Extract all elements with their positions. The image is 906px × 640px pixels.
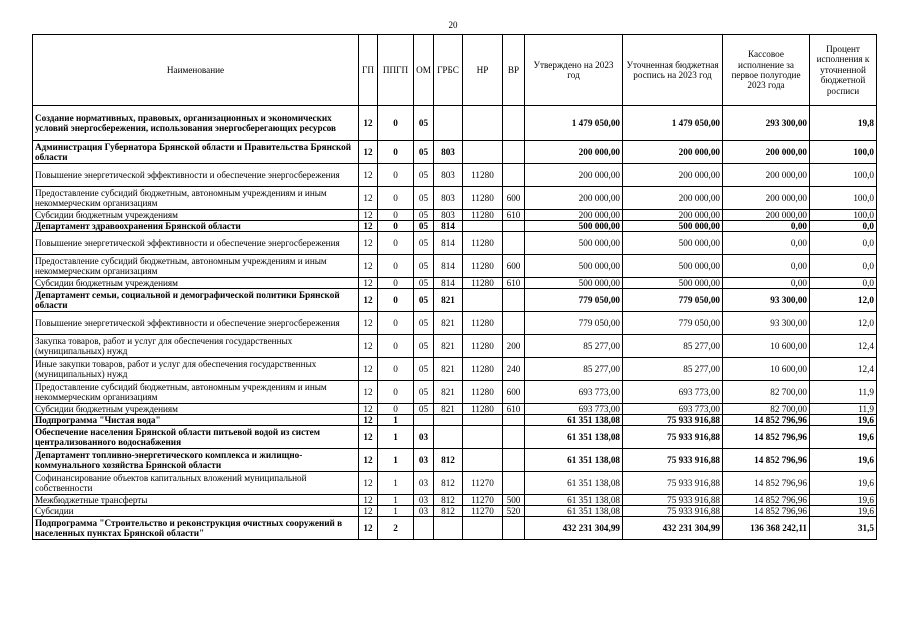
cell-name: Администрация Губернатора Брянской области и Правительства Брянской области (33, 141, 359, 164)
cell-grbs: 803 (434, 187, 463, 210)
cell-ppgp: 0 (378, 358, 414, 381)
cell-percent: 19,6 (810, 426, 877, 449)
cell-name: Закупка товаров, работ и услуг для обеспечения государственных (муниципальных) нужд (33, 335, 359, 358)
cell-nr: 11280 (463, 278, 503, 289)
table-row (33, 335, 877, 358)
table-row (33, 449, 877, 472)
cell-name: Подпрограмма "Строительство и реконструкция очистных сооружений в населенных пунктах Брянской области" (33, 517, 359, 540)
header-row (33, 35, 877, 106)
cell-ppgp: 1 (378, 426, 414, 449)
cell-grbs: 821 (434, 289, 463, 312)
cell-refined: 779 050,00 (623, 289, 723, 312)
cell-grbs: 812 (434, 472, 463, 495)
cell-approved: 500 000,00 (525, 232, 623, 255)
cell-om: 05 (414, 187, 434, 210)
cell-om: 05 (414, 141, 434, 164)
cell-name: Департамент семьи, социальной и демографической политики Брянской области (33, 289, 359, 312)
cell-om: 05 (414, 106, 434, 141)
header-approved: Утверждено на 2023 год (525, 35, 623, 106)
header-grbs: ГРБС (434, 35, 463, 106)
cell-gp: 12 (359, 415, 378, 426)
cell-nr (463, 106, 503, 141)
cell-om: 05 (414, 312, 434, 335)
cell-approved: 61 351 138,08 (525, 495, 623, 506)
cell-ppgp: 0 (378, 312, 414, 335)
cell-refined: 75 933 916,88 (623, 506, 723, 517)
cell-om: 05 (414, 221, 434, 232)
cell-nr (463, 415, 503, 426)
cell-approved: 500 000,00 (525, 278, 623, 289)
cell-percent: 100,0 (810, 210, 877, 221)
header-cash: Кассовое исполнение за первое полугодие 2023 года (723, 35, 810, 106)
cell-nr: 11280 (463, 164, 503, 187)
cell-refined: 75 933 916,88 (623, 426, 723, 449)
table-row (33, 232, 877, 255)
cell-om: 03 (414, 495, 434, 506)
cell-vr (503, 232, 525, 255)
cell-vr (503, 312, 525, 335)
cell-approved: 200 000,00 (525, 164, 623, 187)
cell-ppgp: 0 (378, 289, 414, 312)
cell-ppgp: 0 (378, 141, 414, 164)
cell-gp: 12 (359, 232, 378, 255)
cell-name: Предоставление субсидий бюджетным, автономным учреждениям и иным некоммерческим организациям (33, 187, 359, 210)
cell-refined: 200 000,00 (623, 210, 723, 221)
header-refined: Уточненная бюджетная роспись на 2023 год (623, 35, 723, 106)
cell-gp: 12 (359, 289, 378, 312)
cell-nr: 11280 (463, 187, 503, 210)
table-row (33, 404, 877, 415)
cell-ppgp: 0 (378, 210, 414, 221)
table-row (33, 141, 877, 164)
cell-refined: 693 773,00 (623, 381, 723, 404)
header-percent: Процент исполнения к уточненной бюджетной росписи (810, 35, 877, 106)
cell-approved: 500 000,00 (525, 255, 623, 278)
cell-percent: 31,5 (810, 517, 877, 540)
cell-om (414, 415, 434, 426)
cell-om: 05 (414, 210, 434, 221)
cell-vr: 610 (503, 210, 525, 221)
cell-name: Иные закупки товаров, работ и услуг для обеспечения государственных (муниципальных) нужд (33, 358, 359, 381)
cell-name: Подпрограмма "Чистая вода" (33, 415, 359, 426)
cell-nr (463, 221, 503, 232)
cell-nr: 11280 (463, 335, 503, 358)
table-row (33, 506, 877, 517)
cell-nr: 11280 (463, 255, 503, 278)
cell-name: Предоставление субсидий бюджетным, автономным учреждениям и иным некоммерческим организациям (33, 255, 359, 278)
cell-gp: 12 (359, 472, 378, 495)
table-row (33, 381, 877, 404)
cell-om (414, 517, 434, 540)
table-row (33, 358, 877, 381)
cell-om: 05 (414, 232, 434, 255)
cell-ppgp: 0 (378, 278, 414, 289)
cell-grbs: 803 (434, 210, 463, 221)
table-row (33, 210, 877, 221)
cell-ppgp: 1 (378, 472, 414, 495)
cell-gp: 12 (359, 106, 378, 141)
cell-gp: 12 (359, 517, 378, 540)
cell-grbs: 812 (434, 506, 463, 517)
cell-grbs: 814 (434, 232, 463, 255)
table-row (33, 278, 877, 289)
cell-om: 05 (414, 404, 434, 415)
cell-vr (503, 141, 525, 164)
cell-percent: 12,0 (810, 289, 877, 312)
table-row (33, 426, 877, 449)
cell-cash: 14 852 796,96 (723, 506, 810, 517)
cell-nr: 11270 (463, 495, 503, 506)
cell-percent: 11,9 (810, 381, 877, 404)
cell-cash: 14 852 796,96 (723, 426, 810, 449)
cell-nr: 11280 (463, 210, 503, 221)
cell-cash: 14 852 796,96 (723, 449, 810, 472)
header-nr: НР (463, 35, 503, 106)
cell-vr: 600 (503, 381, 525, 404)
cell-ppgp: 1 (378, 495, 414, 506)
header-ppgp: ППГП (378, 35, 414, 106)
cell-ppgp: 1 (378, 415, 414, 426)
cell-name: Софинансирование объектов капитальных вложений муниципальной собственности (33, 472, 359, 495)
budget-table (32, 34, 877, 540)
cell-name: Департамент топливно-энергетического комплекса и жилищно-коммунального хозяйства Брянской области (33, 449, 359, 472)
cell-grbs: 821 (434, 381, 463, 404)
cell-approved: 61 351 138,08 (525, 426, 623, 449)
cell-refined: 85 277,00 (623, 335, 723, 358)
cell-nr (463, 517, 503, 540)
cell-vr (503, 517, 525, 540)
cell-cash: 10 600,00 (723, 335, 810, 358)
cell-vr (503, 106, 525, 141)
cell-gp: 12 (359, 312, 378, 335)
cell-approved: 200 000,00 (525, 210, 623, 221)
cell-approved: 1 479 050,00 (525, 106, 623, 141)
cell-gp: 12 (359, 358, 378, 381)
cell-vr (503, 415, 525, 426)
cell-nr (463, 141, 503, 164)
cell-refined: 85 277,00 (623, 358, 723, 381)
table-row (33, 106, 877, 141)
cell-name: Департамент здравоохранения Брянской области (33, 221, 359, 232)
cell-approved: 61 351 138,08 (525, 472, 623, 495)
cell-refined: 75 933 916,88 (623, 495, 723, 506)
cell-nr (463, 449, 503, 472)
cell-name: Повышение энергетической эффективности и обеспечение энергосбережения (33, 232, 359, 255)
cell-percent: 19,6 (810, 506, 877, 517)
cell-grbs (434, 106, 463, 141)
table-row (33, 289, 877, 312)
cell-vr: 610 (503, 278, 525, 289)
cell-vr (503, 289, 525, 312)
cell-refined: 200 000,00 (623, 141, 723, 164)
cell-vr: 200 (503, 335, 525, 358)
cell-name: Создание нормативных, правовых, организационных и экономических условий энергосбережения, использования энергосберегающих ресурсов (33, 106, 359, 141)
cell-percent: 19,6 (810, 472, 877, 495)
cell-cash: 0,00 (723, 221, 810, 232)
cell-percent: 0,0 (810, 255, 877, 278)
cell-ppgp: 1 (378, 506, 414, 517)
cell-cash: 0,00 (723, 255, 810, 278)
cell-refined: 779 050,00 (623, 312, 723, 335)
cell-ppgp: 0 (378, 187, 414, 210)
cell-name: Обеспечение населения Брянской области питьевой водой из систем централизованного водоснабжения (33, 426, 359, 449)
cell-cash: 82 700,00 (723, 381, 810, 404)
cell-cash: 14 852 796,96 (723, 472, 810, 495)
table-row (33, 255, 877, 278)
cell-refined: 500 000,00 (623, 221, 723, 232)
table-body (33, 106, 877, 540)
cell-percent: 12,4 (810, 358, 877, 381)
cell-approved: 200 000,00 (525, 187, 623, 210)
cell-cash: 14 852 796,96 (723, 495, 810, 506)
cell-om: 05 (414, 164, 434, 187)
cell-grbs (434, 517, 463, 540)
cell-cash: 93 300,00 (723, 312, 810, 335)
cell-percent: 12,4 (810, 335, 877, 358)
cell-vr (503, 221, 525, 232)
cell-grbs: 812 (434, 449, 463, 472)
cell-om: 05 (414, 358, 434, 381)
cell-grbs: 821 (434, 404, 463, 415)
cell-percent: 0,0 (810, 278, 877, 289)
table-row (33, 221, 877, 232)
cell-vr: 610 (503, 404, 525, 415)
cell-om: 05 (414, 289, 434, 312)
cell-refined: 75 933 916,88 (623, 449, 723, 472)
cell-refined: 500 000,00 (623, 232, 723, 255)
page-number: 20 (448, 20, 458, 30)
cell-refined: 75 933 916,88 (623, 415, 723, 426)
cell-nr: 11280 (463, 404, 503, 415)
cell-cash: 200 000,00 (723, 187, 810, 210)
cell-refined: 75 933 916,88 (623, 472, 723, 495)
cell-gp: 12 (359, 381, 378, 404)
cell-approved: 200 000,00 (525, 141, 623, 164)
cell-ppgp: 0 (378, 335, 414, 358)
cell-vr: 600 (503, 187, 525, 210)
cell-ppgp: 0 (378, 106, 414, 141)
cell-ppgp: 0 (378, 232, 414, 255)
table-row (33, 312, 877, 335)
cell-om: 05 (414, 335, 434, 358)
cell-name: Межбюджетные трансферты (33, 495, 359, 506)
cell-grbs: 814 (434, 278, 463, 289)
cell-cash: 136 368 242,11 (723, 517, 810, 540)
cell-gp: 12 (359, 210, 378, 221)
table-row (33, 415, 877, 426)
cell-percent: 0,0 (810, 232, 877, 255)
cell-nr: 11280 (463, 232, 503, 255)
cell-grbs: 803 (434, 164, 463, 187)
cell-cash: 82 700,00 (723, 404, 810, 415)
cell-percent: 100,0 (810, 187, 877, 210)
cell-vr: 240 (503, 358, 525, 381)
cell-gp: 12 (359, 495, 378, 506)
cell-nr: 11270 (463, 506, 503, 517)
cell-approved: 500 000,00 (525, 221, 623, 232)
cell-ppgp: 0 (378, 404, 414, 415)
cell-om: 03 (414, 472, 434, 495)
cell-gp: 12 (359, 255, 378, 278)
cell-cash: 200 000,00 (723, 164, 810, 187)
cell-om: 03 (414, 449, 434, 472)
header-om: ОМ (414, 35, 434, 106)
cell-ppgp: 2 (378, 517, 414, 540)
cell-om: 05 (414, 255, 434, 278)
cell-cash: 10 600,00 (723, 358, 810, 381)
table-row (33, 164, 877, 187)
cell-nr: 11280 (463, 312, 503, 335)
cell-ppgp: 0 (378, 164, 414, 187)
cell-refined: 432 231 304,99 (623, 517, 723, 540)
cell-refined: 693 773,00 (623, 404, 723, 415)
cell-grbs: 821 (434, 312, 463, 335)
cell-percent: 11,9 (810, 404, 877, 415)
cell-grbs (434, 415, 463, 426)
cell-vr: 600 (503, 255, 525, 278)
cell-cash: 0,00 (723, 278, 810, 289)
cell-cash: 200 000,00 (723, 141, 810, 164)
cell-grbs (434, 426, 463, 449)
cell-approved: 85 277,00 (525, 335, 623, 358)
cell-grbs: 814 (434, 221, 463, 232)
cell-percent: 100,0 (810, 164, 877, 187)
cell-percent: 100,0 (810, 141, 877, 164)
cell-nr: 11280 (463, 358, 503, 381)
cell-percent: 19,6 (810, 415, 877, 426)
header-vr: ВР (503, 35, 525, 106)
cell-percent: 12,0 (810, 312, 877, 335)
cell-name: Субсидии (33, 506, 359, 517)
cell-grbs: 821 (434, 358, 463, 381)
cell-vr (503, 449, 525, 472)
cell-percent: 19,6 (810, 495, 877, 506)
cell-name: Субсидии бюджетным учреждениям (33, 210, 359, 221)
cell-refined: 200 000,00 (623, 164, 723, 187)
cell-om: 05 (414, 381, 434, 404)
cell-vr: 500 (503, 495, 525, 506)
cell-refined: 1 479 050,00 (623, 106, 723, 141)
cell-approved: 61 351 138,08 (525, 415, 623, 426)
cell-gp: 12 (359, 426, 378, 449)
cell-name: Повышение энергетической эффективности и обеспечение энергосбережения (33, 312, 359, 335)
cell-vr (503, 164, 525, 187)
cell-grbs: 821 (434, 335, 463, 358)
cell-om: 03 (414, 426, 434, 449)
cell-approved: 432 231 304,99 (525, 517, 623, 540)
header-name: Наименование (33, 35, 359, 106)
cell-refined: 500 000,00 (623, 255, 723, 278)
cell-grbs: 812 (434, 495, 463, 506)
cell-cash: 200 000,00 (723, 210, 810, 221)
cell-percent: 19,6 (810, 449, 877, 472)
cell-nr: 11280 (463, 381, 503, 404)
cell-ppgp: 0 (378, 255, 414, 278)
cell-om: 05 (414, 278, 434, 289)
cell-grbs: 814 (434, 255, 463, 278)
cell-ppgp: 0 (378, 221, 414, 232)
table-row (33, 517, 877, 540)
header-gp: ГП (359, 35, 378, 106)
cell-om: 03 (414, 506, 434, 517)
cell-gp: 12 (359, 506, 378, 517)
cell-approved: 693 773,00 (525, 381, 623, 404)
table-row (33, 472, 877, 495)
cell-gp: 12 (359, 278, 378, 289)
cell-name: Субсидии бюджетным учреждениям (33, 404, 359, 415)
cell-vr (503, 472, 525, 495)
cell-ppgp: 1 (378, 449, 414, 472)
cell-name: Субсидии бюджетным учреждениям (33, 278, 359, 289)
cell-grbs: 803 (434, 141, 463, 164)
cell-percent: 0,0 (810, 221, 877, 232)
cell-gp: 12 (359, 141, 378, 164)
cell-name: Предоставление субсидий бюджетным, автономным учреждениям и иным некоммерческим организациям (33, 381, 359, 404)
cell-approved: 61 351 138,08 (525, 449, 623, 472)
cell-cash: 293 300,00 (723, 106, 810, 141)
cell-approved: 61 351 138,08 (525, 506, 623, 517)
cell-name: Повышение энергетической эффективности и обеспечение энергосбережения (33, 164, 359, 187)
cell-approved: 85 277,00 (525, 358, 623, 381)
table-row (33, 187, 877, 210)
cell-refined: 500 000,00 (623, 278, 723, 289)
cell-cash: 0,00 (723, 232, 810, 255)
table-row (33, 495, 877, 506)
cell-vr (503, 426, 525, 449)
cell-gp: 12 (359, 164, 378, 187)
cell-refined: 200 000,00 (623, 187, 723, 210)
cell-gp: 12 (359, 449, 378, 472)
cell-approved: 693 773,00 (525, 404, 623, 415)
cell-nr (463, 289, 503, 312)
cell-gp: 12 (359, 221, 378, 232)
cell-ppgp: 0 (378, 381, 414, 404)
cell-approved: 779 050,00 (525, 289, 623, 312)
cell-gp: 12 (359, 187, 378, 210)
cell-gp: 12 (359, 335, 378, 358)
cell-percent: 19,8 (810, 106, 877, 141)
cell-cash: 93 300,00 (723, 289, 810, 312)
cell-nr (463, 426, 503, 449)
cell-approved: 779 050,00 (525, 312, 623, 335)
cell-cash: 14 852 796,96 (723, 415, 810, 426)
cell-gp: 12 (359, 404, 378, 415)
cell-nr: 11270 (463, 472, 503, 495)
cell-vr: 520 (503, 506, 525, 517)
